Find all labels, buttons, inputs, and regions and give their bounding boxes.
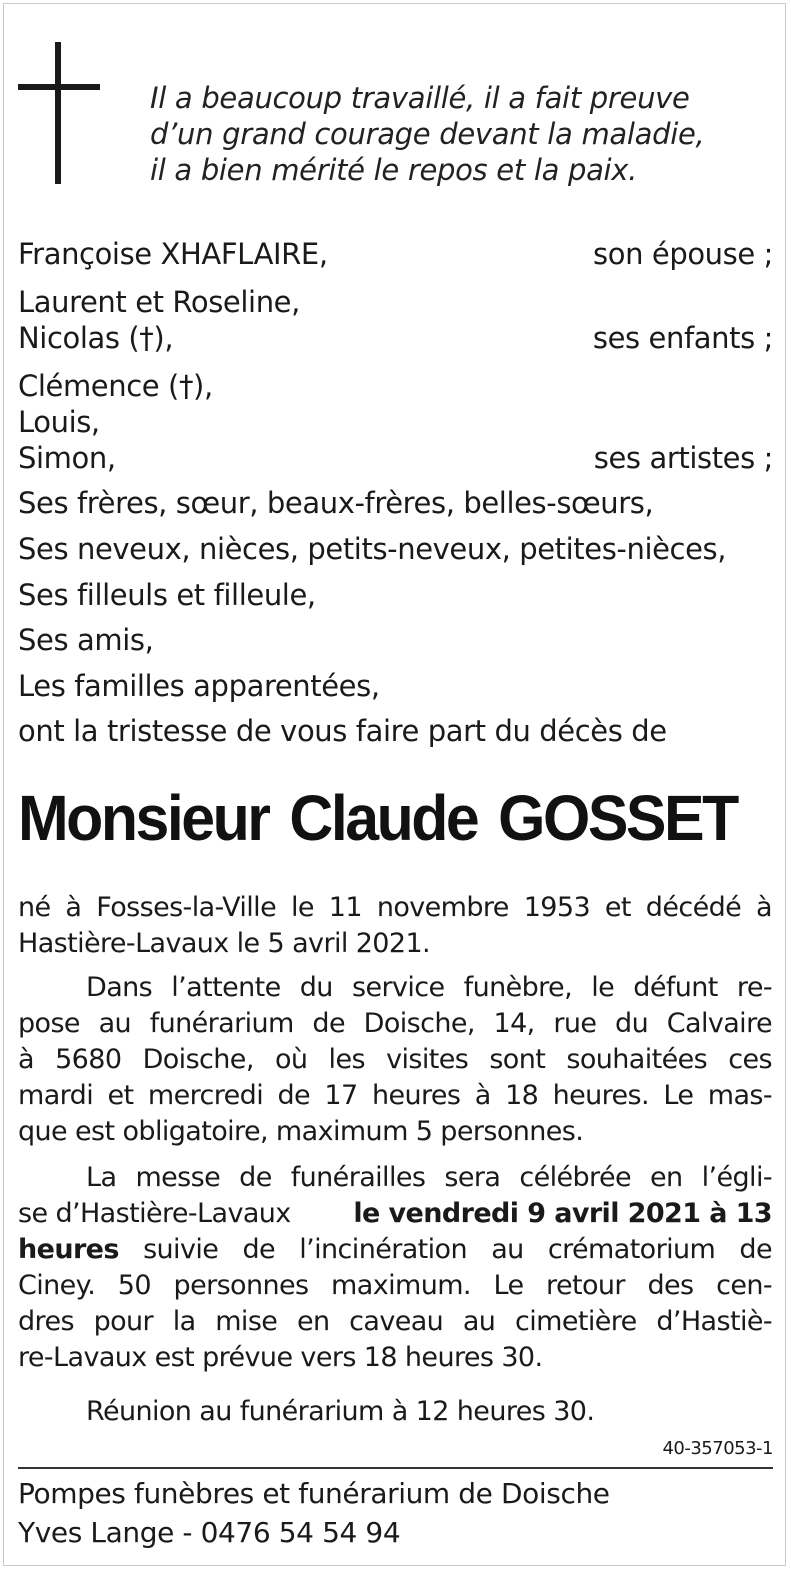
text-line xyxy=(18,1232,772,1268)
family-line xyxy=(18,713,773,749)
family-name: Ses amis, xyxy=(18,623,154,657)
family-line xyxy=(18,440,773,476)
family-line xyxy=(18,236,773,272)
text-line: dres pour la mise en caveau au cimetière d’Hastiè- xyxy=(18,1306,772,1337)
reference-number: 40-357053-1 xyxy=(662,1438,773,1459)
family-name: Clémence (†), xyxy=(18,369,213,403)
divider xyxy=(18,1467,773,1469)
cross-horizontal-bar xyxy=(18,84,100,90)
family-name: Ses filleuls et filleule, xyxy=(18,578,316,612)
mass-date: le vendredi 9 avril 2021 à 13 xyxy=(353,1198,772,1229)
text-line: Ciney. 50 personnes maximum. Le retour des cen- xyxy=(18,1270,772,1301)
family-name: Louis, xyxy=(18,405,100,439)
quote-line: il a bien mérité le repos et la paix. xyxy=(150,153,638,187)
family-line xyxy=(18,320,773,356)
text-line: que est obligatoire, maximum 5 personnes. xyxy=(18,1116,584,1147)
deceased-last-name: GOSSET xyxy=(498,782,737,854)
family-line xyxy=(18,577,773,613)
family-role: ses artistes ; xyxy=(593,441,773,475)
deceased-name xyxy=(18,776,736,860)
mass-time: heures xyxy=(18,1234,119,1265)
family-name: Ses neveux, nièces, petits-neveux, petites-nièces, xyxy=(18,532,727,566)
text-line: re-Lavaux est prévue vers 18 heures 30. xyxy=(18,1342,543,1373)
family-role: son épouse ; xyxy=(593,237,773,271)
family-line xyxy=(18,485,773,521)
text-line: La messe de funérailles sera célébrée en l’égli- xyxy=(86,1162,772,1193)
family-line xyxy=(18,531,773,567)
deceased-first-name: Claude xyxy=(289,782,478,854)
footer-line: Yves Lange - 0476 54 54 94 xyxy=(18,1516,401,1549)
quote-line: Il a beaucoup travaillé, il a fait preuve xyxy=(150,81,690,115)
footer-line: Pompes funèbres et funérarium de Doische xyxy=(18,1477,610,1510)
text-line: pose au funérarium de Doische, 14, rue du Calvaire xyxy=(18,1008,772,1039)
family-name: Nicolas (†), xyxy=(18,321,174,355)
family-role: ses enfants ; xyxy=(592,321,773,355)
family-line xyxy=(18,404,773,440)
family-line xyxy=(18,368,773,404)
deceased-title: Monsieur xyxy=(18,782,269,854)
reunion-line: Réunion au funérarium à 12 heures 30. xyxy=(86,1396,595,1427)
family-line xyxy=(18,668,773,704)
family-name: Françoise XHAFLAIRE, xyxy=(18,237,328,271)
epitaph-quote xyxy=(150,80,704,188)
text-line: Hastière-Lavaux le 5 avril 2021. xyxy=(18,928,431,959)
text-line: né à Fosses-la-Ville le 11 novembre 1953 et décédé à xyxy=(18,892,772,923)
family-line xyxy=(18,622,773,658)
family-name: Simon, xyxy=(18,441,116,475)
family-line xyxy=(18,284,773,320)
cross-vertical-bar xyxy=(55,42,61,184)
family-name: Les familles apparentées, xyxy=(18,669,380,703)
text-line xyxy=(18,1196,772,1232)
text-line: mardi et mercredi de 17 heures à 18 heures. Le mas- xyxy=(18,1080,772,1111)
cremation-text: suivie de l’incinération au crématorium de xyxy=(118,1234,772,1265)
text-line: Dans l’attente du service funèbre, le défunt re- xyxy=(86,972,772,1003)
family-name: Ses frères, sœur, beaux-frères, belles-sœurs, xyxy=(18,486,654,520)
quote-line: d’un grand courage devant la maladie, xyxy=(150,117,705,151)
church-location: se d’Hastière-Lavaux xyxy=(18,1198,291,1229)
family-name: Laurent et Roseline, xyxy=(18,285,300,319)
family-name: ont la tristesse de vous faire part du décès de xyxy=(18,714,667,748)
text-line: à 5680 Doische, où les visites sont souhaitées ces xyxy=(18,1044,772,1075)
